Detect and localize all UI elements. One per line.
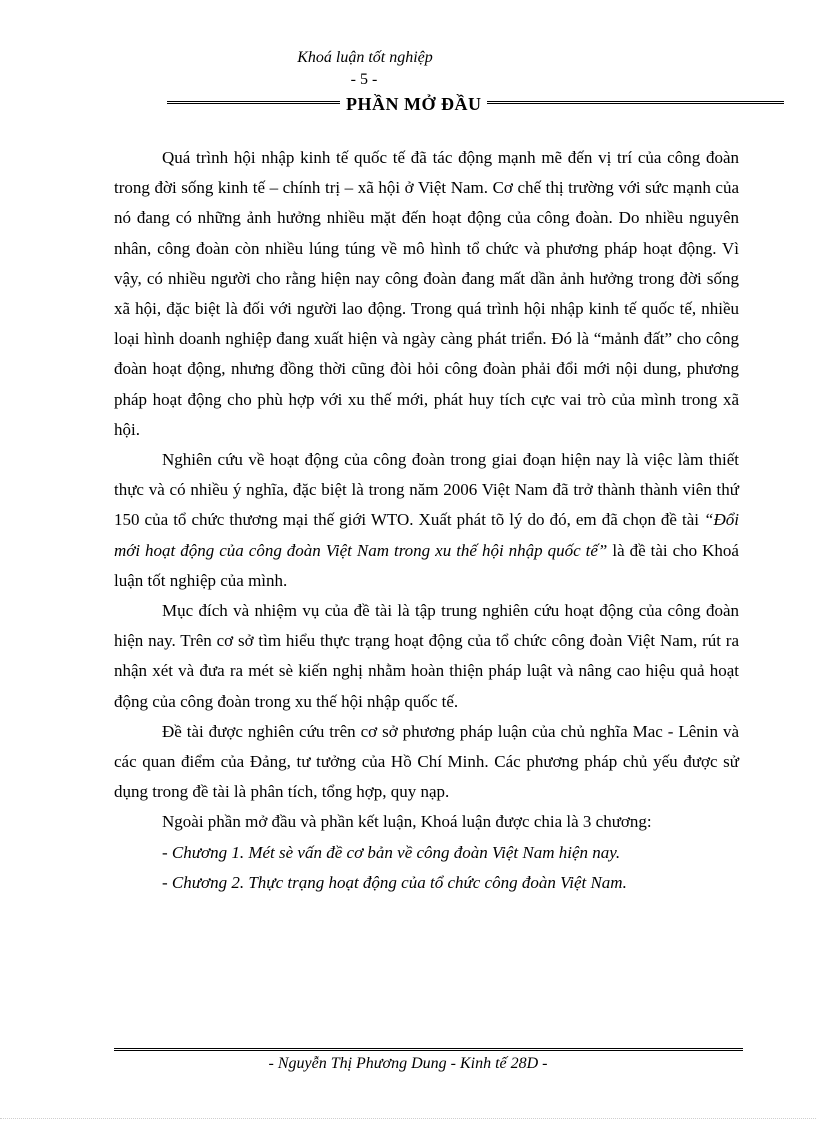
footer-rule (114, 1048, 743, 1054)
paragraph-2-tail: là đề tài cho Khoá luận tốt nghiệp của mình. (114, 540, 739, 590)
section-title: PHẦN MỞ ĐẦU (340, 94, 487, 115)
paragraph-2 (114, 445, 739, 596)
page-bottom-dotted-line (0, 1118, 816, 1119)
paragraph-4: Đề tài được nghiên cứu trên cơ sở phương pháp luận của chủ nghĩa Mac - Lênin và các quan điểm của Đảng, tư tưởng của Hồ Chí Minh. Các phương pháp chủ yếu được sử dụng trong đề tài là phân tích, tổng hợp, quy nạp. (114, 721, 739, 802)
paragraph-2-text: Nghiên cứu về hoạt động của công đoàn trong giai đoạn hiện nay là việc làm thiết thực và có nhiều ý nghĩa, đặc biệt là trong năm 2006 Việt Nam đã trở thành thành viên thứ 150 của tổ chức thương mại thế giới WTO. Xuất phát tõ lý do đó, em đã chọn đề tài (114, 450, 739, 530)
paragraph-3: Mục đích và nhiệm vụ của đề tài là tập trung nghiên cứu hoạt động của công đoàn hiện nay. Trên cơ sở tìm hiểu thực trạng hoạt động của tổ chức công đoàn Việt Nam, rút ra nhận xét và đưa ra mét sè kiến nghị nhằm hoàn thiện pháp luật và nâng cao hiệu quả hoạt động của công đoàn trong xu thế hội nhập quốc tế. (114, 601, 739, 711)
paragraph-5: Ngoài phần mở đầu và phần kết luận, Khoá luận được chia là 3 chương: (162, 812, 652, 832)
footer-text: - Nguyễn Thị Phương Dung - Kinh tế 28D - (268, 1055, 548, 1072)
header-title: Khoá luận tốt nghiệp (297, 49, 433, 66)
paragraph-1: Quá trình hội nhập kinh tế quốc tế đã tác động mạnh mẽ đến vị trí của công đoàn trong đời sống kinh tế – chính trị – xã hội ở Việt Nam. Cơ chế thị trường với sức mạnh của nó đang có những ảnh hưởng nhiều mặt đến hoạt động của công đoàn. Do nhiều nguyên nhân, công đoàn còn nhiều lúng túng về mô hình tổ chức và phương pháp hoạt động. Vì vậy, có nhiều người cho rằng hiện nay công đoàn đang mất dần ảnh hưởng trong đời sống xã hội, đặc biệt là đối với người lao động. Trong quá trình hội nhập kinh tế quốc tế, nhiều loại hình doanh nghiệp đang xuất hiện và ngày càng phát triển. Đó là “mảnh đất” cho công đoàn hoạt động, nhưng đồng thời cũng đòi hỏi công đoàn phải đổi mới nội dung, phương pháp hoạt động cho phù hợp với xu thế mới, phát huy tích cực vai trò của mình trong xã hội. (114, 148, 739, 439)
body-text (114, 143, 739, 898)
chapter-1-item: - Chương 1. Mét sè vấn đề cơ bản về công đoàn Việt Nam hiện nay. (162, 842, 621, 862)
chapter-2-item: - Chương 2. Thực trạng hoạt động của tổ chức công đoàn Việt Nam. (162, 872, 627, 892)
thesis-topic: “Đổi mới hoạt động của công đoàn Việt Nam trong xu thế hội nhập quốc tế” (114, 510, 739, 560)
page-number: - 5 - (350, 71, 378, 88)
